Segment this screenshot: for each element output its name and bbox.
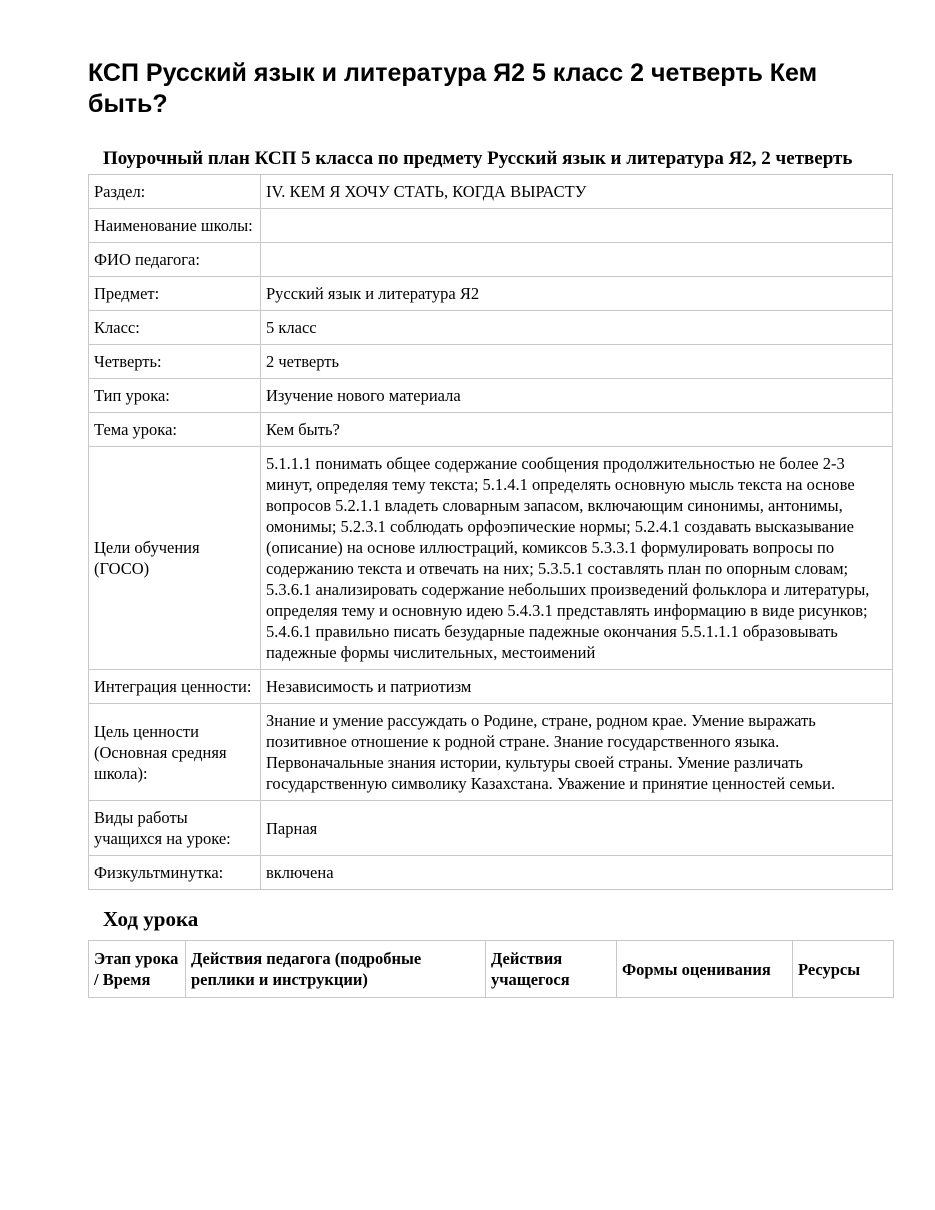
row-value: 5 класс [261,311,893,345]
row-label: Цель ценности (Основная средняя школа): [89,704,261,801]
table-row [89,413,893,447]
lesson-flow-table [88,940,894,998]
header-teacher-actions: Действия педагога (подробные реплики и инструкции) [186,941,486,998]
row-label: Интеграция ценности: [89,670,261,704]
header-student-actions: Действия учащегося [486,941,617,998]
row-value: 2 четверть [261,345,893,379]
row-value: Независимость и патриотизм [261,670,893,704]
row-label: Четверть: [89,345,261,379]
table-row [89,447,893,670]
header-assessment-forms: Формы оценивания [617,941,793,998]
table-row [89,670,893,704]
table-header-row [89,941,894,998]
document-title: КСП Русский язык и литература Я2 5 класс 2 четверть Кем быть? [88,59,818,118]
document-page [88,58,893,998]
header-resources: Ресурсы [793,941,894,998]
row-label: ФИО педагога: [89,243,261,277]
row-label: Предмет: [89,277,261,311]
row-label: Физкультминутка: [89,856,261,890]
row-value: Кем быть? [261,413,893,447]
row-value [261,209,893,243]
row-value: Изучение нового материала [261,379,893,413]
table-row [89,311,893,345]
row-label: Тема урока: [89,413,261,447]
table-row [89,175,893,209]
row-label: Виды работы учащихся на уроке: [89,801,261,856]
row-value: Знание и умение рассуждать о Родине, стране, родном крае. Умение выражать позитивное отношение к родной стране. Знание государственного языка. Первоначальные знания истории, культуры своей страны. Умение различать государственную символику Казахстана. Уважение и принятие ценностей семьи. [261,704,893,801]
row-label: Наименование школы: [89,209,261,243]
row-label: Класс: [89,311,261,345]
row-value: IV. КЕМ Я ХОЧУ СТАТЬ, КОГДА ВЫРАСТУ [261,175,893,209]
row-value [261,243,893,277]
table-row [89,243,893,277]
row-value: включена [261,856,893,890]
table-row [89,277,893,311]
row-value: Парная [261,801,893,856]
table-row [89,209,893,243]
table-row [89,801,893,856]
row-label: Цели обучения (ГОСО) [89,447,261,670]
table-row [89,856,893,890]
document-subtitle: Поурочный план КСП 5 класса по предмету Русский язык и литература Я2, 2 четверть [103,148,853,169]
table-row [89,704,893,801]
row-value: Русский язык и литература Я2 [261,277,893,311]
table-row [89,345,893,379]
lesson-info-table [88,174,893,890]
header-stage: Этап урока / Время [89,941,186,998]
row-value: 5.1.1.1 понимать общее содержание сообщения продолжительностью не более 2-3 минут, определяя тему текста; 5.1.4.1 определять основную мысль текста на основе вопросов 5.2.1.1 владеть словарным запасом, включающим синонимы, антонимы, омонимы; 5.2.3.1 соблюдать орфоэпические нормы; 5.2.4.1 создавать высказывание (описание) на основе иллюстраций, комиксов 5.3.3.1 формулировать вопросы по содержанию текста и отвечать на них; 5.3.5.1 составлять план по опорным словам; 5.3.6.1 анализировать содержание небольших произведений фольклора и литературы, определяя тему и основную идею 5.4.3.1 представлять информацию в виде рисунков; 5.4.6.1 правильно писать безударные падежные окончания 5.5.1.1.1 образовывать падежные формы числительных, местоимений [261,447,893,670]
table-row [89,379,893,413]
row-label: Раздел: [89,175,261,209]
lesson-flow-title: Ход урока [103,907,199,931]
row-label: Тип урока: [89,379,261,413]
